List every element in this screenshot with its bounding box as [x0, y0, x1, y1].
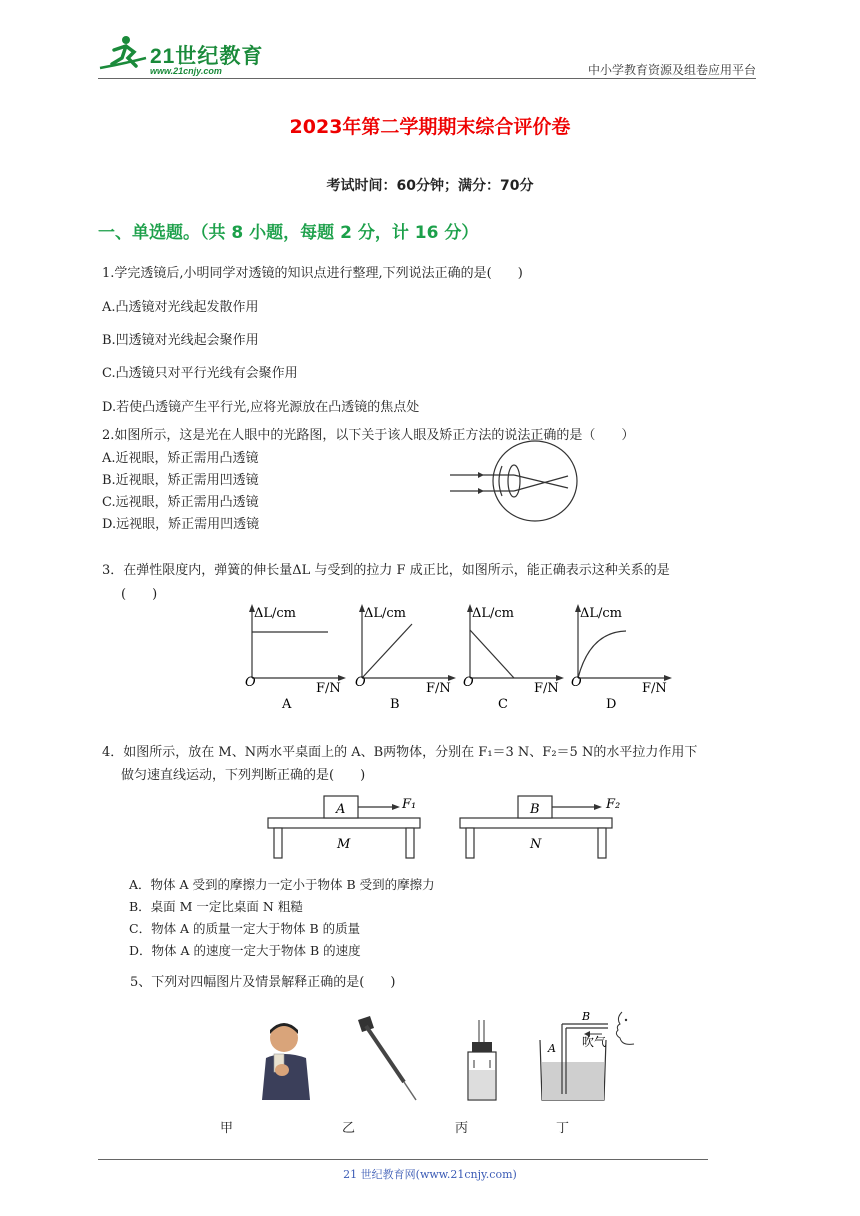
- question-4-option-d: D．物体 A 的速度一定大于物体 B 的速度: [129, 943, 361, 958]
- graph-b: [350, 598, 460, 713]
- graph-d: [566, 598, 676, 713]
- header-divider: [98, 78, 756, 79]
- graph-b-label: B: [390, 697, 400, 712]
- question-2-option-b: B.近视眼，矫正需用凹透镜: [102, 473, 259, 488]
- graph-a-ylabel: ΔL/cm: [254, 606, 297, 621]
- table-m-label: M: [337, 837, 351, 852]
- beaker-blowing-image: [536, 1008, 646, 1104]
- image-caption-bing: 丙: [455, 1121, 469, 1136]
- graph-d-ylabel: ΔL/cm: [580, 606, 623, 621]
- question-2-option-c: C.远视眼，矫正需用凸透镜: [102, 495, 259, 510]
- graph-d-xlabel: F/N: [642, 681, 667, 696]
- exam-info: 考试时间：60分钟；满分：70分: [326, 178, 534, 194]
- question-4-option-c: C．物体 A 的质量一定大于物体 B 的质量: [129, 921, 361, 936]
- graph-c-ylabel: ΔL/cm: [472, 606, 515, 621]
- graph-a-origin: O: [245, 675, 256, 690]
- graph-b-origin: O: [355, 675, 366, 690]
- block-b-label: B: [530, 802, 540, 817]
- question-3-stem-cont: ( ): [121, 587, 158, 602]
- footer-text: 21 世纪教育网(www.21cnjy.com): [343, 1168, 517, 1181]
- bottle-image: [462, 1020, 502, 1104]
- eye-diagram: [450, 436, 580, 526]
- graph-b-ylabel: ΔL/cm: [364, 606, 407, 621]
- graph-c-origin: O: [463, 675, 474, 690]
- boy-drinking-image: [252, 1014, 316, 1100]
- tables-diagram: [262, 790, 634, 862]
- question-1-option-a: A.凸透镜对光线起发散作用: [102, 300, 259, 315]
- image-caption-yi: 乙: [342, 1121, 356, 1136]
- question-5-stem: 5、下列对四幅图片及情景解释正确的是( ): [130, 975, 396, 990]
- force-2-label: F₂: [606, 797, 621, 812]
- image-caption-ding: 丁: [556, 1121, 570, 1136]
- tube-a-label: A: [548, 1042, 556, 1055]
- table-n-label: N: [530, 837, 542, 852]
- graph-a-label: A: [282, 697, 292, 712]
- section-heading: 一、单选题。（共 8 小题，每题 2 分，计 16 分）: [98, 223, 479, 243]
- question-2-option-d: D.远视眼，矫正需用凹透镜: [102, 517, 260, 532]
- question-4-option-a: A．物体 A 受到的摩擦力一定小于物体 B 受到的摩擦力: [129, 877, 435, 892]
- graph-a-xlabel: F/N: [316, 681, 341, 696]
- question-4-stem-cont: 做匀速直线运动，下列判断正确的是( ): [121, 768, 366, 783]
- question-4-stem: 4．如图所示，放在 M、N两水平桌面上的 A、B两物体，分别在 F₁＝3 N、F₂＝5 N的水平拉力作用下: [102, 745, 698, 760]
- question-3-stem: 3．在弹性限度内，弹簧的伸长量ΔL 与受到的拉力 F 成正比，如图所示，能正确表示这种关系的是: [102, 563, 670, 578]
- image-caption-jia: 甲: [220, 1121, 234, 1136]
- platform-label: 中小学教育资源及组卷应用平台: [587, 63, 756, 77]
- dart-image: [350, 1014, 430, 1104]
- graph-b-xlabel: F/N: [426, 681, 451, 696]
- question-2-option-a: A.近视眼，矫正需用凸透镜: [102, 451, 259, 466]
- graph-c-label: C: [498, 697, 508, 712]
- graph-a: [240, 598, 350, 713]
- graph-c: [458, 598, 568, 713]
- question-1-option-d: D.若使凸透镜产生平行光,应将光源放在凸透镜的焦点处: [102, 400, 420, 415]
- force-1-label: F₁: [402, 797, 417, 812]
- blow-label: 吹气: [582, 1035, 607, 1049]
- block-a-label: A: [336, 802, 346, 817]
- graph-c-xlabel: F/N: [534, 681, 559, 696]
- question-1-option-b: B.凹透镜对光线起会聚作用: [102, 333, 259, 348]
- question-4-option-b: B．桌面 M 一定比桌面 N 粗糙: [129, 899, 303, 914]
- question-1-stem: 1.学完透镜后,小明同学对透镜的知识点进行整理,下列说法正确的是( ): [102, 266, 523, 281]
- tube-b-label: B: [582, 1010, 591, 1023]
- page-title: 2023年第二学期期末综合评价卷: [289, 116, 571, 138]
- footer-divider: [98, 1159, 708, 1160]
- graph-d-origin: O: [571, 675, 582, 690]
- question-1-option-c: C.凸透镜只对平行光线有会聚作用: [102, 366, 298, 381]
- question-2-stem: 2.如图所示，这是光在人眼中的光路图，以下关于该人眼及矫正方法的说法正确的是（ ）: [102, 428, 635, 443]
- logo-text: 21世纪教育: [150, 45, 264, 68]
- graph-d-label: D: [606, 697, 617, 712]
- logo-url: www.21cnjy.com: [150, 66, 222, 76]
